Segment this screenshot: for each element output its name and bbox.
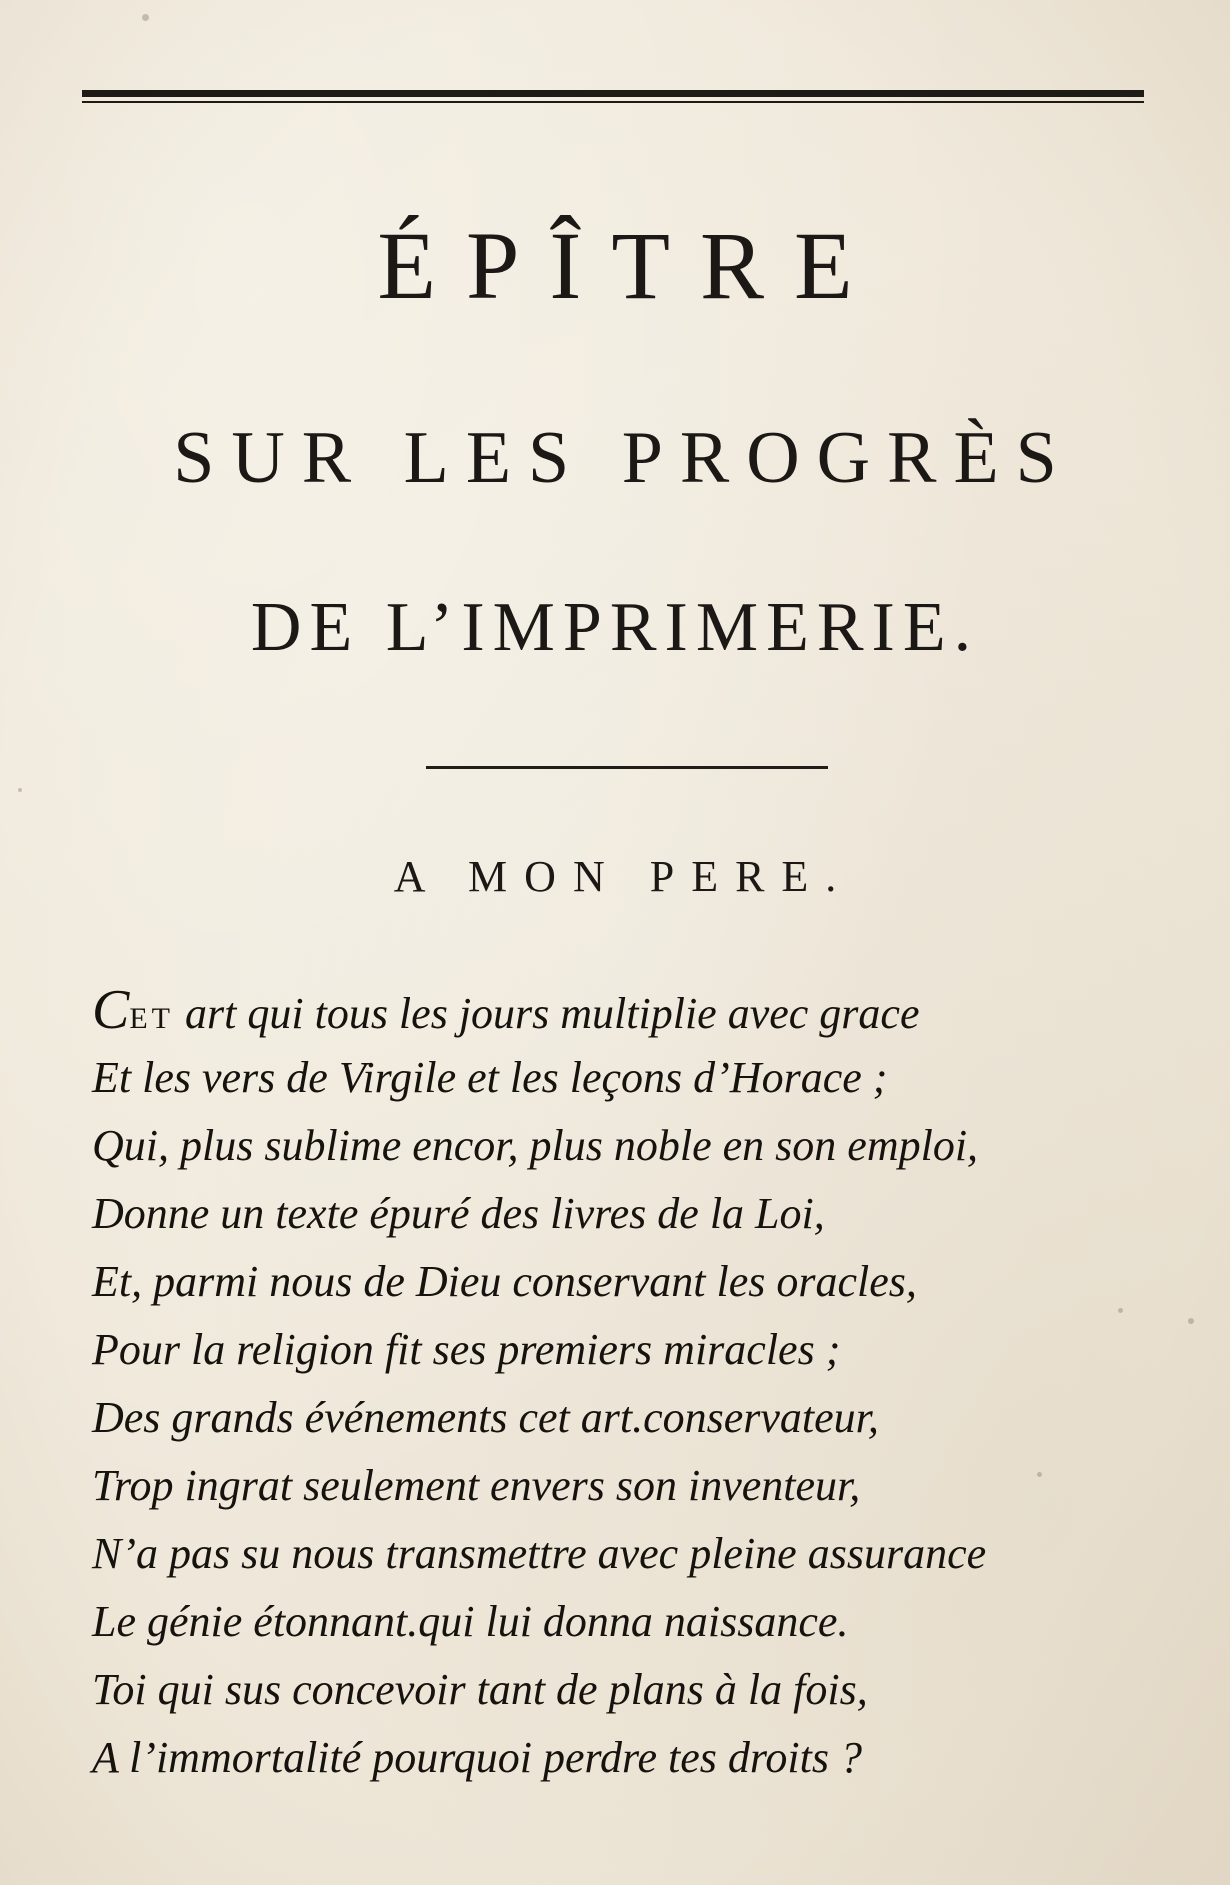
verse-line-3: Qui, plus sublime encor, plus noble en son emploi,	[92, 1121, 979, 1170]
header-rule-thin	[82, 101, 1144, 103]
verse-line-9: N’a pas su nous transmettre avec pleine assurance	[92, 1529, 987, 1578]
subtitle-sur-les-progres: SUR LES PROGRÈS	[173, 417, 1074, 499]
verse-line-5: Et, parmi nous de Dieu conservant les oracles,	[92, 1257, 917, 1306]
verse-line-1-text: art qui tous les jours multiplie avec grace	[174, 989, 920, 1038]
verse-line-12: A l’immortalité pourquoi perdre tes droits ?	[92, 1733, 862, 1782]
section-divider-rule	[426, 766, 828, 769]
paper-speck	[18, 788, 22, 792]
subtitle-de-l-imprimerie: DE L’IMPRIMERIE.	[250, 589, 980, 666]
verse-line-8: Trop ingrat seulement envers son inventeur,	[92, 1461, 861, 1510]
title-epitre: ÉPÎTRE	[377, 212, 883, 319]
initial-capital: C	[92, 979, 130, 1041]
verse-line-10: Le génie étonnant.qui lui donna naissance.	[92, 1597, 849, 1646]
paper-speck	[1037, 1472, 1042, 1477]
poem-verse	[92, 976, 1192, 1792]
header-rule-thick	[82, 90, 1144, 97]
verse-line-7: Des grands événements cet art.conservateur,	[92, 1393, 879, 1442]
initial-smallcaps: ET	[129, 1002, 175, 1035]
verse-line-2: Et les vers de Virgile et les leçons d’Horace ;	[92, 1053, 888, 1102]
paper-speck	[142, 14, 149, 21]
dedication-heading: A MON PERE.	[393, 852, 854, 901]
paper-speck	[1188, 1318, 1194, 1324]
paper-speck	[1118, 1308, 1123, 1313]
verse-line-11: Toi qui sus concevoir tant de plans à la fois,	[92, 1665, 868, 1714]
verse-line-4: Donne un texte épuré des livres de la Loi,	[92, 1189, 825, 1238]
verse-line-1	[92, 976, 1192, 1044]
verse-line-6: Pour la religion fit ses premiers miracles ;	[92, 1325, 841, 1374]
